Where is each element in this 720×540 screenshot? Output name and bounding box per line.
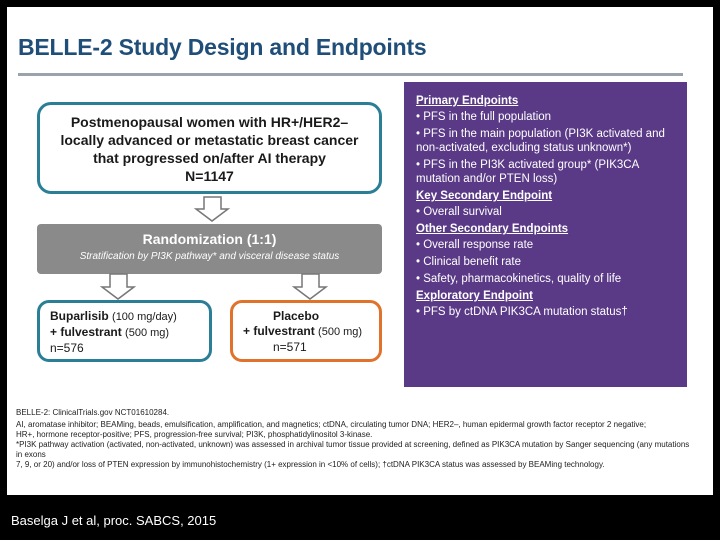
arrow-down-right <box>294 274 326 299</box>
endpoints-panel <box>404 82 687 387</box>
arm-n: n=571 <box>273 340 307 354</box>
arm-combo: + fulvestrant <box>243 324 315 338</box>
population-n: N=1147 <box>185 168 234 184</box>
arm-dose: (100 mg/day) <box>112 311 177 323</box>
primary-endpoint-item: • PFS in the main population (PI3K activated and non-activated, excluding status unknown*) <box>416 128 665 154</box>
arm-drug: Buparlisib <box>50 309 109 323</box>
population-line-2: locally advanced or metastatic breast cancer <box>60 132 359 148</box>
primary-endpoint-item: • PFS in the full population <box>416 111 552 123</box>
key-secondary-endpoint-header: Key Secondary Endpoint <box>416 190 553 202</box>
arrow-down-1 <box>196 197 228 221</box>
population-line-1: Postmenopausal women with HR+/HER2– <box>70 114 349 130</box>
other-secondary-endpoint-item: • Clinical benefit rate <box>416 256 522 268</box>
exploratory-endpoint-item: • PFS by ctDNA PIK3CA mutation status† <box>416 306 628 318</box>
footnote-line: HR+, hormone receptor-positive; PFS, progression-free survival; PI3K, phosphatidylinositol 3-kinase. <box>16 430 373 439</box>
arm-combo-dose: (500 mg) <box>318 326 363 338</box>
arm-combo-dose: (500 mg) <box>125 327 170 339</box>
arm-drug: Placebo <box>273 309 320 323</box>
other-secondary-endpoint-item: • Overall response rate <box>416 239 534 251</box>
randomization-title: Randomization (1:1) <box>142 231 277 247</box>
arm-n: n=576 <box>50 341 84 355</box>
primary-endpoint-item: • PFS in the PI3K activated group* (PIK3CA mutation and/or PTEN loss) <box>416 159 639 185</box>
footnote-line: 7, 9, or 20) and/or loss of PTEN expression by immunohistochemistry (1+ expression in <10% of cells); †ctDNA PIK3CA status was assessed by BEAMing technology. <box>16 460 605 469</box>
arrow-down-left <box>102 274 134 299</box>
citation-caption: Baselga J et al, proc. SABCS, 2015 <box>11 513 217 528</box>
other-secondary-endpoints-header: Other Secondary Endpoints <box>416 223 569 235</box>
arm-combo: + fulvestrant <box>50 325 122 339</box>
footnote-line: AI, aromatase inhibitor; BEAMing, beads, emulsification, amplification, and magnetics; ctDNA, circulating tumor DNA; HER2–, human epidermal growth factor receptor 2 negative; <box>16 420 647 429</box>
footnote-line: BELLE-2: ClinicalTrials.gov NCT01610284. <box>16 408 170 417</box>
footnote-line: *PI3K pathway activation (activated, non-activated, unknown) was assessed in archival tumor tissue provided at screening, defined as PIK3CA mutation by Sanger sequencing (any mutations in exons <box>16 440 690 459</box>
randomization-stratification: Stratification by PI3K pathway* and visceral disease status <box>79 251 340 262</box>
slide-title: BELLE-2 Study Design and Endpoints <box>18 34 427 60</box>
key-secondary-endpoint-item: • Overall survival <box>416 206 502 218</box>
exploratory-endpoint-header: Exploratory Endpoint <box>416 290 533 302</box>
primary-endpoints-header: Primary Endpoints <box>416 95 519 107</box>
population-line-3: that progressed on/after AI therapy <box>93 150 326 166</box>
other-secondary-endpoint-item: • Safety, pharmacokinetics, quality of life <box>416 273 622 285</box>
footnotes <box>16 408 696 470</box>
